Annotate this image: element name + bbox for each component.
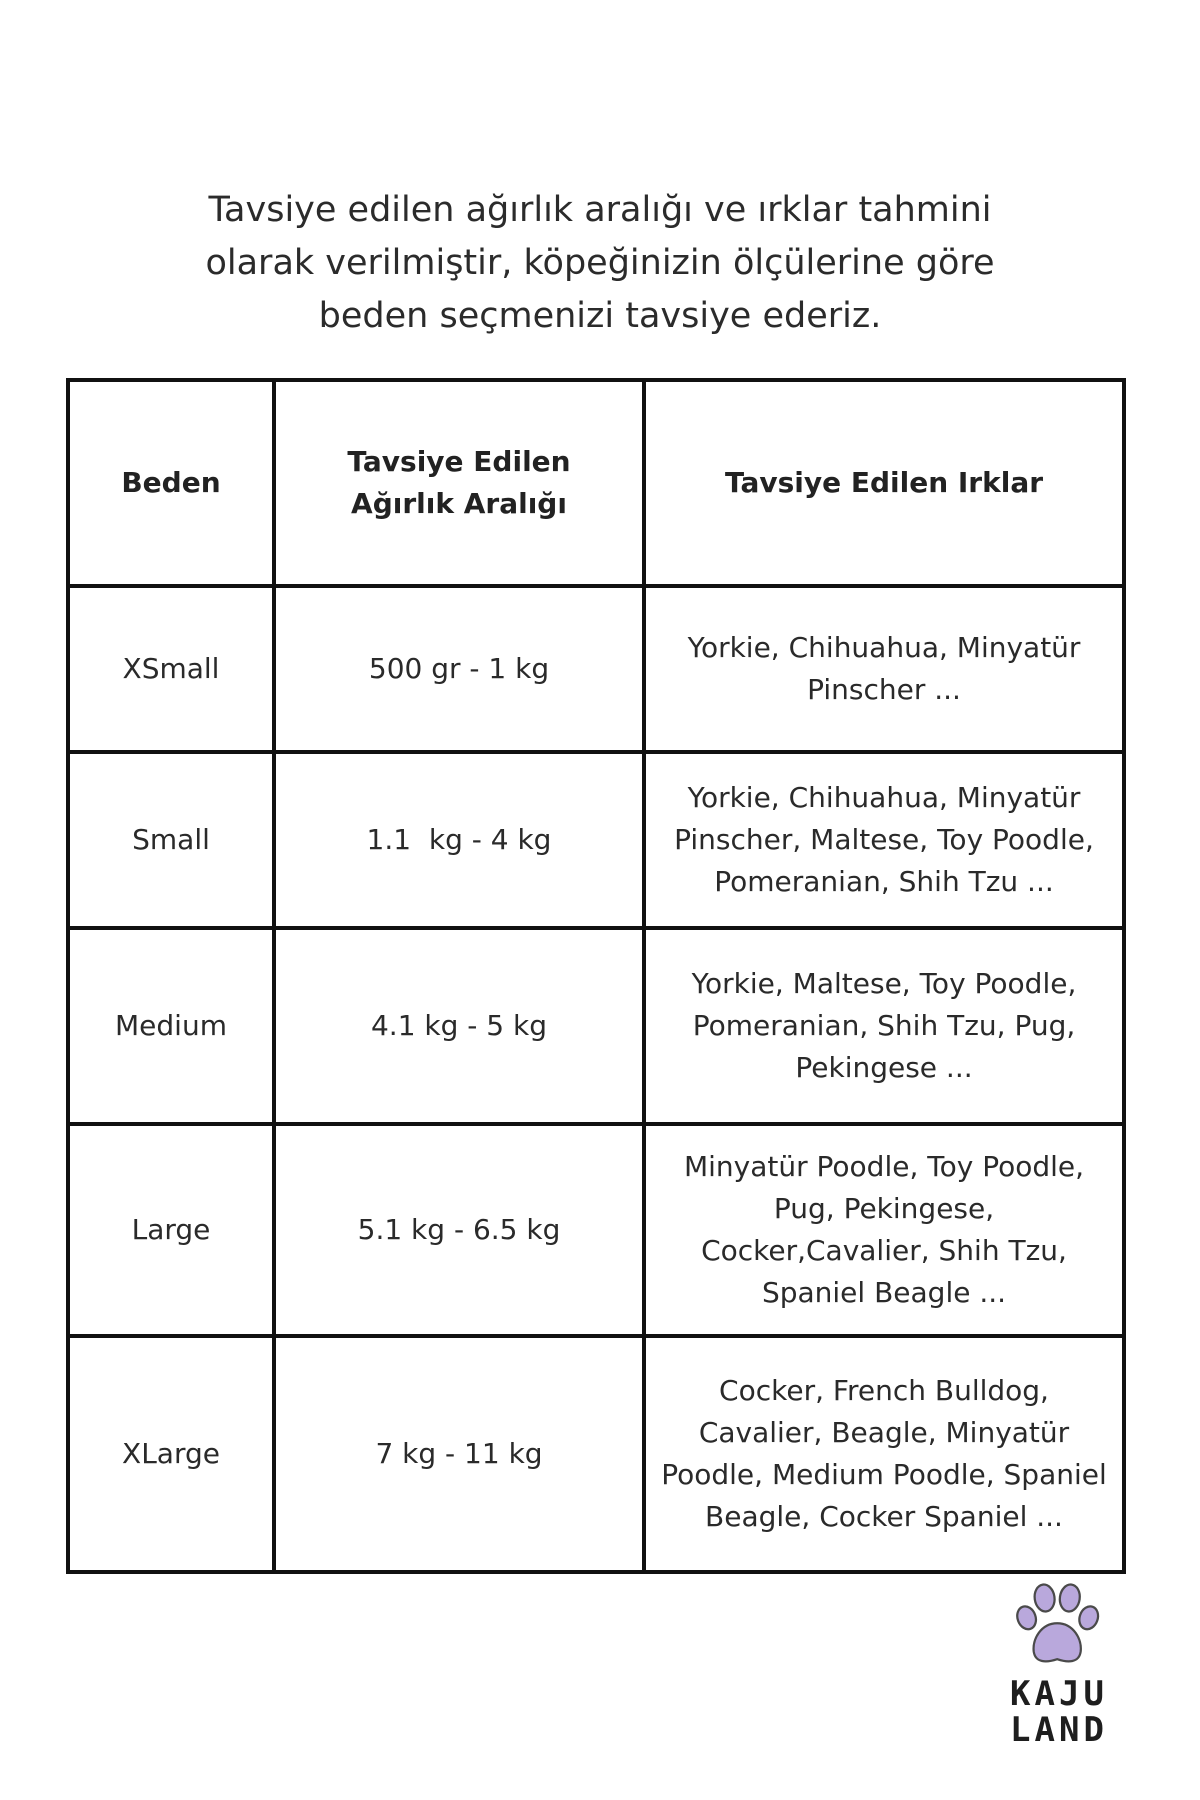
paw-icon xyxy=(1014,1580,1104,1670)
row-weight: 7 kg - 11 kg xyxy=(274,1336,644,1572)
intro-text xyxy=(150,184,1050,343)
table-row xyxy=(68,928,1124,1124)
size-chart-table xyxy=(66,378,1126,1574)
row-size: Small xyxy=(68,752,274,928)
row-weight: 5.1 kg - 6.5 kg xyxy=(274,1124,644,1336)
row-breeds: Minyatür Poodle, Toy Poodle, Pug, Pekingese, Cocker,Cavalier, Shih Tzu, Spaniel Beagle ... xyxy=(644,1124,1124,1336)
logo-line-2: LAND xyxy=(1010,1710,1108,1750)
logo-line-1: KAJU xyxy=(1010,1674,1108,1714)
row-weight: 1.1 kg - 4 kg xyxy=(274,752,644,928)
table-row xyxy=(68,586,1124,752)
intro-line-2: olarak verilmiştir, köpeğinizin ölçülerine göre xyxy=(205,243,995,283)
row-breeds: Yorkie, Chihuahua, Minyatür Pinscher, Maltese, Toy Poodle, Pomeranian, Shih Tzu ... xyxy=(644,752,1124,928)
table-row xyxy=(68,1336,1124,1572)
header-size: Beden xyxy=(68,380,274,586)
logo-wordmark xyxy=(994,1676,1124,1748)
row-breeds: Yorkie, Chihuahua, Minyatür Pinscher ... xyxy=(644,586,1124,752)
row-weight: 4.1 kg - 5 kg xyxy=(274,928,644,1124)
kaju-land-logo xyxy=(994,1580,1124,1760)
header-weight: Tavsiye Edilen Ağırlık Aralığı xyxy=(274,380,644,586)
row-weight: 500 gr - 1 kg xyxy=(274,586,644,752)
row-breeds: Cocker, French Bulldog, Cavalier, Beagle, Minyatür Poodle, Medium Poodle, Spaniel Beagle, Cocker Spaniel ... xyxy=(644,1336,1124,1572)
table-header-row xyxy=(68,380,1124,586)
row-size: XSmall xyxy=(68,586,274,752)
table-row xyxy=(68,1124,1124,1336)
row-size: Large xyxy=(68,1124,274,1336)
intro-line-3: beden seçmenizi tavsiye ederiz. xyxy=(318,296,882,336)
row-size: Medium xyxy=(68,928,274,1124)
header-breeds: Tavsiye Edilen Irklar xyxy=(644,380,1124,586)
table-row xyxy=(68,752,1124,928)
row-size: XLarge xyxy=(68,1336,274,1572)
intro-line-1: Tavsiye edilen ağırlık aralığı ve ırklar tahmini xyxy=(208,190,992,230)
row-breeds: Yorkie, Maltese, Toy Poodle, Pomeranian, Shih Tzu, Pug, Pekingese ... xyxy=(644,928,1124,1124)
